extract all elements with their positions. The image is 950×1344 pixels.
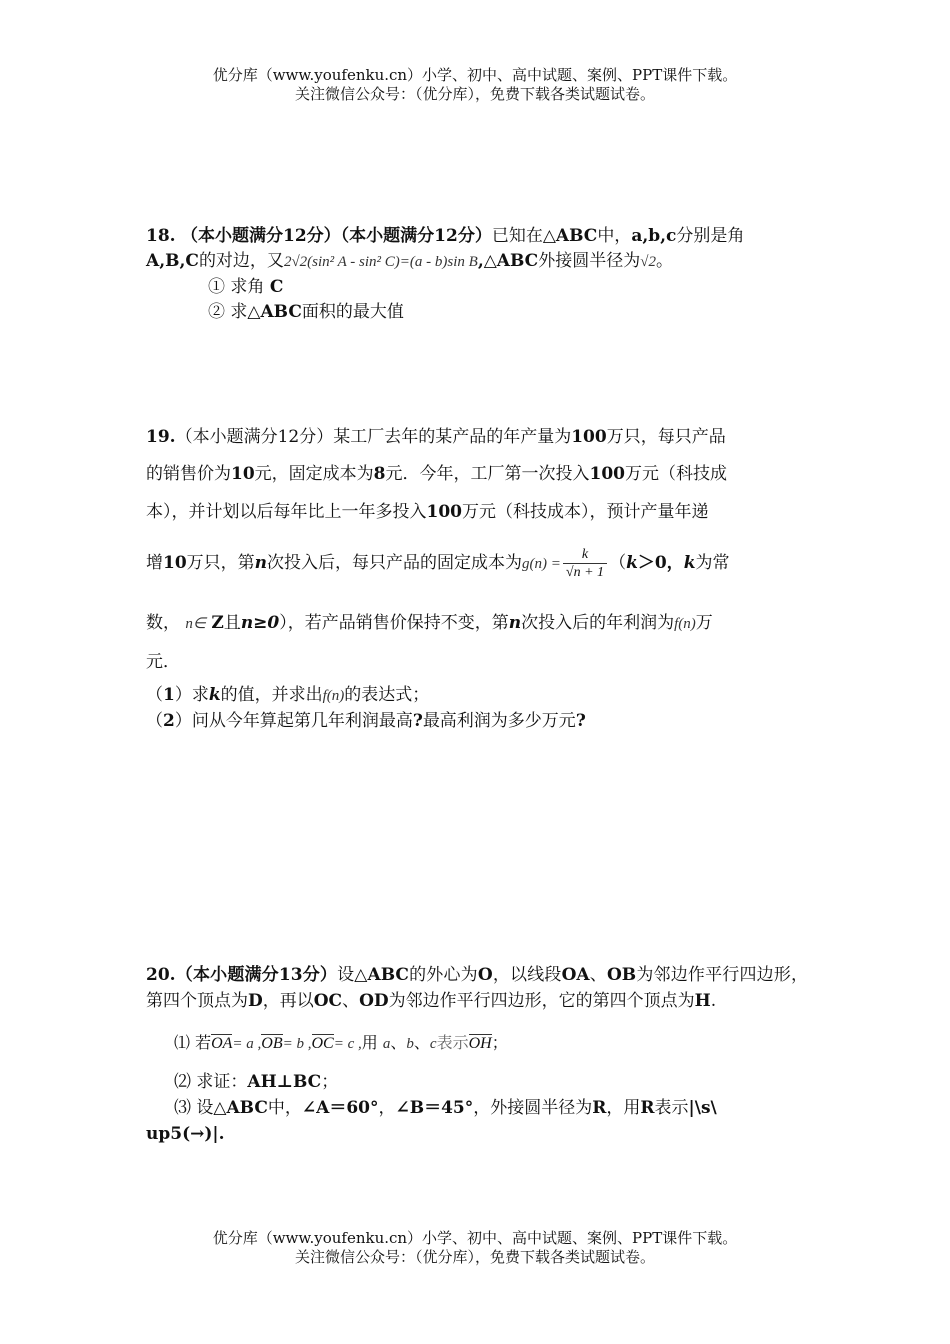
question-20: [146, 962, 808, 1147]
q19-text: ＞0，: [637, 553, 684, 573]
vector-b: b: [406, 1036, 414, 1052]
q20-text: ，以线段: [492, 965, 562, 985]
q19-sub-number: 1: [163, 685, 175, 705]
q20-claim: AH⊥BC: [247, 1072, 322, 1092]
q20-text: ，外接圆半径为: [473, 1098, 593, 1118]
q18-sub-var: ABC: [260, 302, 302, 322]
q19-text: 万元（科技成: [625, 464, 728, 484]
q19-text: 本），并计划以后每年比上一年多投入: [146, 502, 427, 522]
q20-field-code: up5(→)|.: [146, 1124, 225, 1144]
q19-text: 万元（科技成本），预计产量年递: [462, 502, 709, 522]
q19-line-4: [146, 546, 729, 581]
q19-var-k: k: [626, 553, 638, 573]
q20-segment: OB: [606, 965, 637, 985]
q20-angle-a: ∠A＝60°: [301, 1098, 379, 1118]
vector-oh: OH: [468, 1035, 492, 1052]
q20-point: D: [248, 991, 263, 1011]
q19-var-k: k: [683, 553, 696, 573]
q18-sub-1: [146, 275, 808, 300]
q19-number: 19.: [146, 427, 176, 447]
q18-angles: A,B,C: [146, 251, 199, 271]
q19-text: ?: [412, 711, 423, 731]
q19-f-n: f(n): [674, 616, 696, 632]
q20-abc: ABC: [226, 1098, 268, 1118]
q18-text: 已知在△: [491, 226, 556, 246]
q20-text: ⑴ 若: [174, 1033, 212, 1052]
q20-abc: ABC: [367, 965, 409, 985]
q19-sub-number: 2: [163, 711, 175, 731]
header-line-2: 关注微信公众号：（优分库），免费下载各类试题试卷。: [294, 85, 655, 103]
q20-text: 表示: [436, 1033, 469, 1052]
q19-text: 且: [223, 613, 241, 633]
q20-segment: OC: [313, 991, 343, 1011]
q19-g-fraction: [563, 546, 607, 581]
q20-text: 、: [413, 1033, 430, 1052]
q20-text: ，用: [606, 1098, 641, 1118]
q20-text: ，: [378, 1098, 396, 1118]
q20-part-3-cont: [146, 1121, 808, 1147]
q18-sides: a,b,c: [631, 226, 677, 246]
q19-text: （: [146, 711, 163, 731]
q20-part-3: [146, 1095, 808, 1121]
vector-ob: OB: [261, 1035, 283, 1052]
q18-sub-text: ② 求△: [208, 302, 261, 322]
vector-oa: OA: [211, 1035, 233, 1052]
q19-line-5: [146, 608, 713, 633]
q20-intro: [146, 962, 808, 1014]
q19-line-6: [146, 647, 180, 672]
q20-radius: R: [592, 1098, 607, 1118]
q18-text: 分别是角: [676, 226, 745, 246]
q20-text: 为邻边作平行四边形，第四个顶点为: [146, 965, 808, 1011]
q19-text: 增: [146, 553, 163, 573]
q18-sub-var: C: [269, 277, 284, 297]
q19-text: 万只，第: [186, 553, 255, 573]
page-footer: [0, 1229, 950, 1267]
q19-text: 万只，每只产品: [606, 427, 726, 447]
q19-text: 最高利润为多少万元: [422, 711, 576, 731]
q20-text: ；: [491, 1033, 508, 1052]
q20-point: O: [477, 965, 493, 985]
q20-point: H: [694, 991, 711, 1011]
q20-score: （本小题满分13分）: [175, 965, 338, 985]
q19-text: 的表达式；: [344, 685, 430, 705]
q20-text: 中，: [267, 1098, 302, 1118]
q18-abc: ABC: [555, 226, 598, 246]
q19-text: 次投入后的年利润为: [521, 613, 675, 633]
q19-text: 万: [695, 613, 713, 633]
q20-part-2: [146, 1069, 808, 1095]
q19-var-n: n: [508, 613, 522, 633]
q19-f-n: f(n): [322, 688, 345, 704]
q18-sub-text: 面积的最大值: [301, 302, 404, 322]
vector-a: a: [382, 1036, 391, 1052]
q20-eq: = c ,: [333, 1036, 362, 1052]
q19-text: 次投入后，每只产品的固定成本为: [267, 553, 523, 573]
page-header: [0, 66, 950, 104]
q20-eq: = b ,: [282, 1036, 312, 1052]
q19-text: 元．: [146, 652, 180, 672]
vector-c: c: [429, 1036, 437, 1052]
q18-sub-2: [146, 300, 808, 325]
q19-text: 的销售价为: [146, 464, 231, 484]
q19-value: 8: [373, 464, 386, 484]
q20-text: ⑵ 求证：: [174, 1072, 248, 1092]
q19-line-2: [146, 459, 727, 484]
q20-text: .: [710, 991, 717, 1011]
q20-segment: OA: [561, 965, 590, 985]
q18-line-2: [146, 249, 808, 275]
q20-text: 设△: [337, 965, 368, 985]
q18-number: 18.: [146, 226, 176, 246]
q20-radius: R: [640, 1098, 655, 1118]
q20-part-1: [146, 1030, 808, 1057]
q20-number: 20.: [146, 965, 176, 985]
q19-sub-1: [146, 680, 429, 705]
q20-text: 表示: [654, 1098, 689, 1118]
q18-radius: √2: [640, 254, 656, 270]
q19-text: 数，: [146, 613, 180, 633]
q19-text: 的值，并求出: [220, 685, 323, 705]
q19-text: ）求: [174, 685, 209, 705]
q19-sub-2: [146, 706, 586, 731]
footer-line-2: 关注微信公众号：（优分库），免费下载各类试题试卷。: [294, 1248, 655, 1266]
q18-sub-text: ① 求角: [208, 277, 265, 297]
q19-var-n: n: [254, 553, 268, 573]
q19-g-denominator: √n + 1: [565, 565, 605, 580]
q19-integers: Z: [211, 613, 224, 633]
q19-line-3: [146, 497, 709, 522]
q18-text: 。: [655, 251, 673, 271]
q19-value: 10: [163, 553, 187, 573]
q20-field-code: |\s\: [688, 1098, 717, 1118]
q19-set: n∈: [185, 616, 206, 632]
q19-text: 为常: [695, 553, 730, 573]
q19-value: 100: [589, 464, 626, 484]
q20-text: 的外心为: [408, 965, 478, 985]
q18-line-1: [146, 224, 808, 249]
q18-score-2: （本小题满分12分）: [340, 226, 492, 246]
q20-eq: = a ,: [232, 1036, 262, 1052]
q20-text: 用: [361, 1033, 378, 1052]
q18-text: 的对边，又: [198, 251, 284, 271]
q20-angle-b: ∠B＝45°: [395, 1098, 474, 1118]
q19-var-k: k: [208, 685, 221, 705]
q19-text: ?: [575, 711, 586, 731]
vector-oc: OC: [311, 1035, 334, 1052]
q19-value: 100: [426, 502, 462, 522]
q18-abc: ,△ABC: [477, 251, 539, 271]
q20-text: 为邻边作平行四边形，它的第四个顶点为: [388, 991, 695, 1011]
q20-text: 、: [342, 991, 360, 1011]
q18-score-1: （本小题满分12分）: [180, 226, 341, 246]
q19-g-numerator: k: [563, 546, 607, 564]
q19-text: ）问从今年算起第几年利润最高: [174, 711, 413, 731]
q18-formula: 2√2(sin² A - sin² C)=(a - b)sin B: [283, 254, 478, 270]
q18-text: 外接圆半径为: [538, 251, 641, 271]
q20-text: ⑶ 设△: [174, 1098, 227, 1118]
q20-text: 、: [589, 965, 607, 985]
q19-text: ），若产品销售价保持不变，第: [279, 613, 509, 633]
q19-value: 100: [571, 427, 607, 447]
q19-value: 10: [231, 464, 255, 484]
question-18: [146, 224, 808, 325]
q20-text: ，再以: [262, 991, 314, 1011]
q19-text: 元．今年，工厂第一次投入: [385, 464, 590, 484]
q19-text: （: [146, 685, 163, 705]
q20-text: 、: [390, 1033, 407, 1052]
q19-text: （: [609, 553, 627, 573]
q20-text: ；: [321, 1072, 339, 1092]
header-line-1: 优分库（www.youfenku.cn）小学、初中、高中试题、案例、PPT课件下载。: [212, 66, 738, 84]
footer-line-1: 优分库（www.youfenku.cn）小学、初中、高中试题、案例、PPT课件下载。: [212, 1229, 738, 1247]
q19-g-lhs: g(n) =: [522, 556, 561, 572]
q18-text: 中，: [597, 226, 632, 246]
q20-segment: OD: [359, 991, 389, 1011]
q19-condition: n≥0: [240, 613, 280, 633]
q19-text: （本小题满分12分）某工厂去年的某产品的年产量为: [175, 427, 572, 447]
q19-line-1: [146, 422, 726, 447]
q19-text: 元，固定成本为: [254, 464, 374, 484]
